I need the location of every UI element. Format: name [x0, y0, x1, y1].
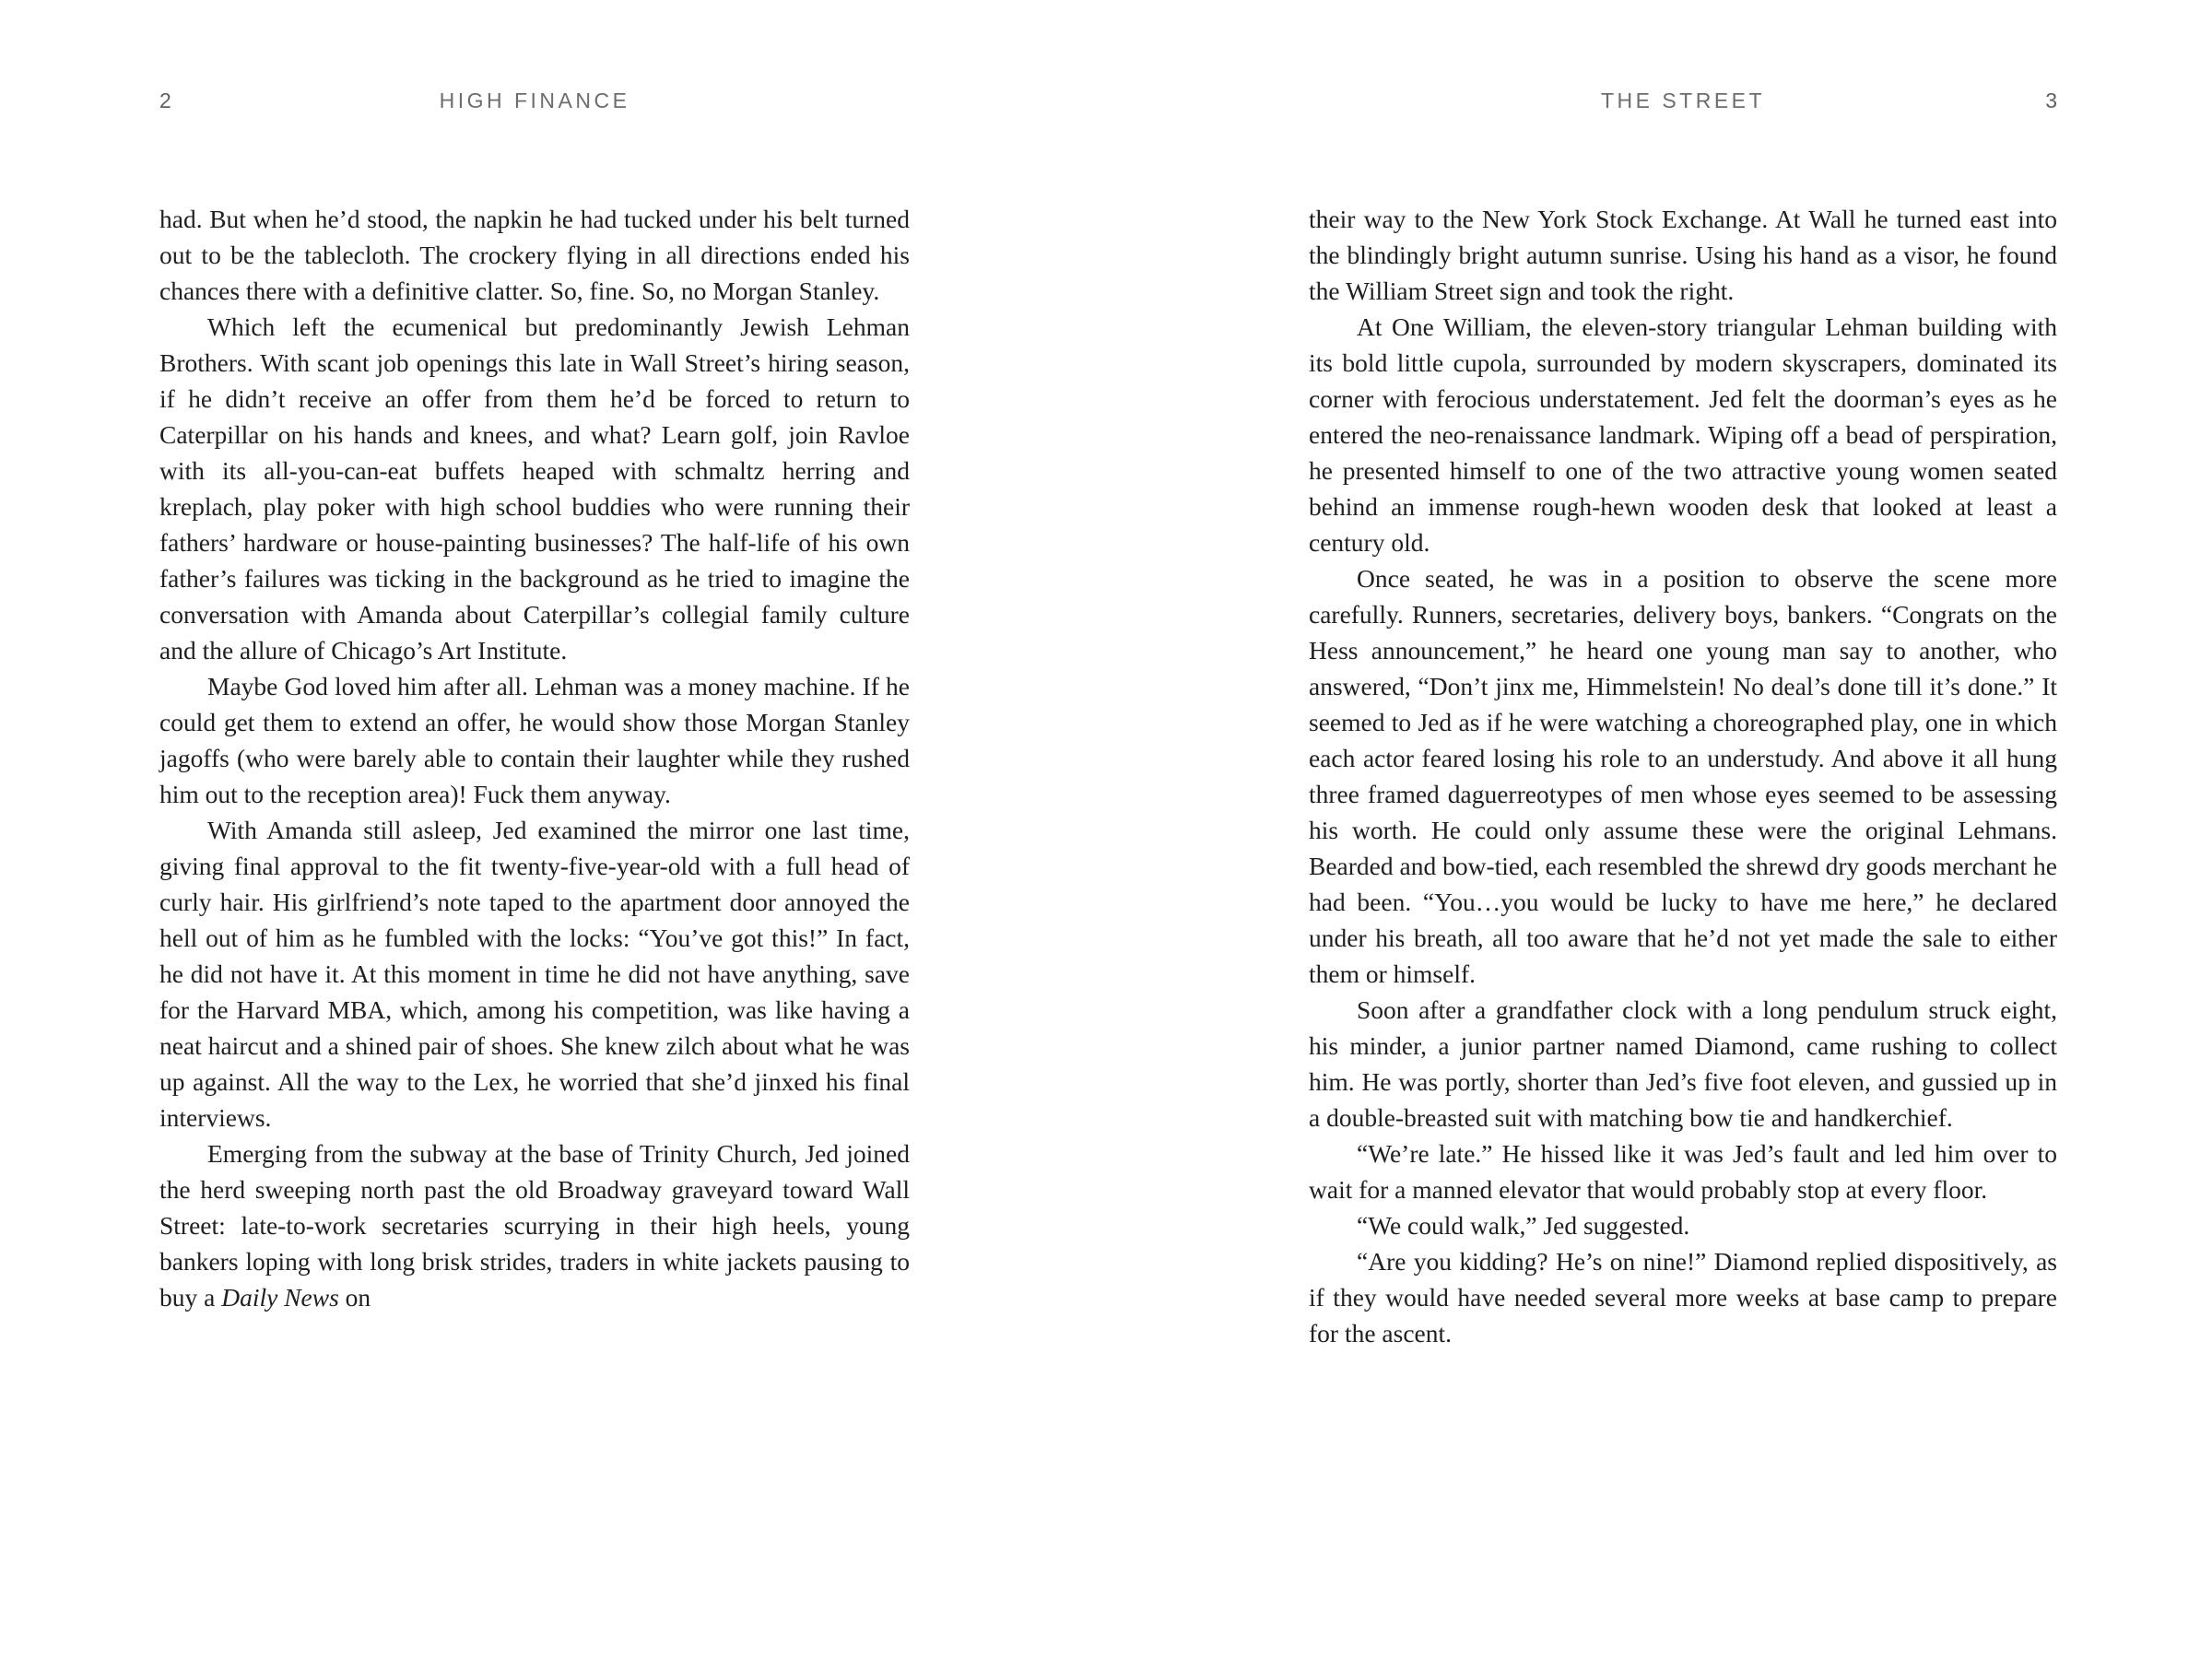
paragraph [1309, 1135, 2057, 1207]
running-head-left: HIGH FINANCE [439, 88, 630, 112]
paragraph [159, 668, 910, 812]
page-right [1106, 0, 2212, 1659]
paragraph [159, 812, 910, 1135]
text-run: their way to the New York Stock Exchange. At Wall he turned east into the blindingly bright autumn sunrise. Using his hand as a visor, he found the William Street sign and took the right. [1309, 205, 2057, 305]
text-run: Which left the ecumenical but predominantly Jewish Lehman Brothers. With scant job openings this late in Wall Street’s hiring season, if he didn’t receive an offer from them he’d be forced to return to Caterpillar on his hands and knees, and what? Learn golf, join Ravloe with its all-you-can-eat buffets heaped with schmaltz herring and kreplach, play poker with high school buddies who were running their fathers’ hardware or house-painting businesses? The half-life of his own father’s failures was ticking in the background as he tried to imagine the conversation with Amanda about Caterpillar’s collegial family culture and the allure of Chicago’s Art Institute. [159, 312, 910, 665]
page-header-left [159, 88, 910, 120]
paragraph [1309, 560, 2057, 992]
text-run: had. But when he’d stood, the napkin he had tucked under his belt turned out to be the tablecloth. The crockery flying in all directions ended his chances there with a definitive clatter. So, fine. So, no Morgan Stanley. [159, 205, 910, 305]
text-run: on [338, 1283, 371, 1312]
text-run: “We could walk,” Jed suggested. [1357, 1211, 1690, 1240]
text-run: “We’re late.” He hissed like it was Jed’s fault and led him over to wait for a manned elevator that would probably stop at every floor. [1309, 1139, 2057, 1204]
text-run: At One William, the eleven-story triangular Lehman building with its bold little cupola, surrounded by modern skyscrapers, dominated its corner with ferocious understatement. Jed felt the doorman’s eyes as he entered the neo-renaissance landmark. Wiping off a bead of perspiration, he presented himself to one of the two attractive young women seated behind an immense rough-hewn wooden desk that looked at least a century old. [1309, 312, 2057, 557]
page-body-right [1309, 201, 2057, 1351]
italic-text-run: Daily News [221, 1283, 339, 1312]
text-run: Soon after a grandfather clock with a long pendulum struck eight, his minder, a junior partner named Diamond, came rushing to collect him. He was portly, shorter than Jed’s five foot eleven, and gussied up in a double-breasted suit with matching bow tie and handkerchief. [1309, 995, 2057, 1132]
page-number-left: 2 [159, 88, 171, 112]
paragraph [159, 201, 910, 309]
text-run: Emerging from the subway at the base of Trinity Church, Jed joined the herd sweeping north past the old Broadway graveyard toward Wall Street: late-to-work secretaries scurrying in their high heels, young bankers loping with long brisk strides, traders in white jackets pausing to buy a [159, 1139, 910, 1312]
paragraph [1309, 309, 2057, 560]
page-number-right: 3 [2045, 88, 2057, 112]
text-run: “Are you kidding? He’s on nine!” Diamond replied dispositively, as if they would have needed several more weeks at base camp to prepare for the ascent. [1309, 1247, 2057, 1347]
text-run: Once seated, he was in a position to observe the scene more carefully. Runners, secretaries, delivery boys, bankers. “Congrats on the Hess announcement,” he heard one young man say to another, who answered, “Don’t jinx me, Himmelstein! No deal’s done till it’s done.” It seemed to Jed as if he were watching a choreographed play, one in which each actor feared losing his role to an understudy. And above it all hung three framed daguerreotypes of men whose eyes seemed to be assessing his worth. He could only assume these were the original Lehmans. Bearded and bow-tied, each resembled the shrewd dry goods merchant he had been. “You…you would be lucky to have me here,” he declared under his breath, all too aware that he’d not yet made the sale to either them or himself. [1309, 564, 2057, 988]
paragraph [159, 309, 910, 668]
text-run: Maybe God loved him after all. Lehman was a money machine. If he could get them to extend an offer, he would show those Morgan Stanley jagoffs (who were barely able to contain their laughter while they rushed him out to the reception area)! Fuck them anyway. [159, 672, 910, 808]
running-head-right: THE STREET [1600, 88, 1766, 112]
paragraph [1309, 201, 2057, 309]
paragraph [1309, 1207, 2057, 1243]
page-body-left [159, 201, 910, 1315]
page-header-right [1309, 88, 2057, 120]
paragraph [159, 1135, 910, 1315]
text-run: With Amanda still asleep, Jed examined the mirror one last time, giving final approval to the fit twenty-five-year-old with a full head of curly hair. His girlfriend’s note taped to the apartment door annoyed the hell out of him as he fumbled with the locks: “You’ve got this!” In fact, he did not have it. At this moment in time he did not have anything, save for the Harvard MBA, which, among his competition, was like having a neat haircut and a shined pair of shoes. She knew zilch about what he was up against. All the way to the Lex, he worried that she’d jinxed his final interviews. [159, 816, 910, 1132]
paragraph [1309, 1243, 2057, 1351]
paragraph [1309, 992, 2057, 1135]
